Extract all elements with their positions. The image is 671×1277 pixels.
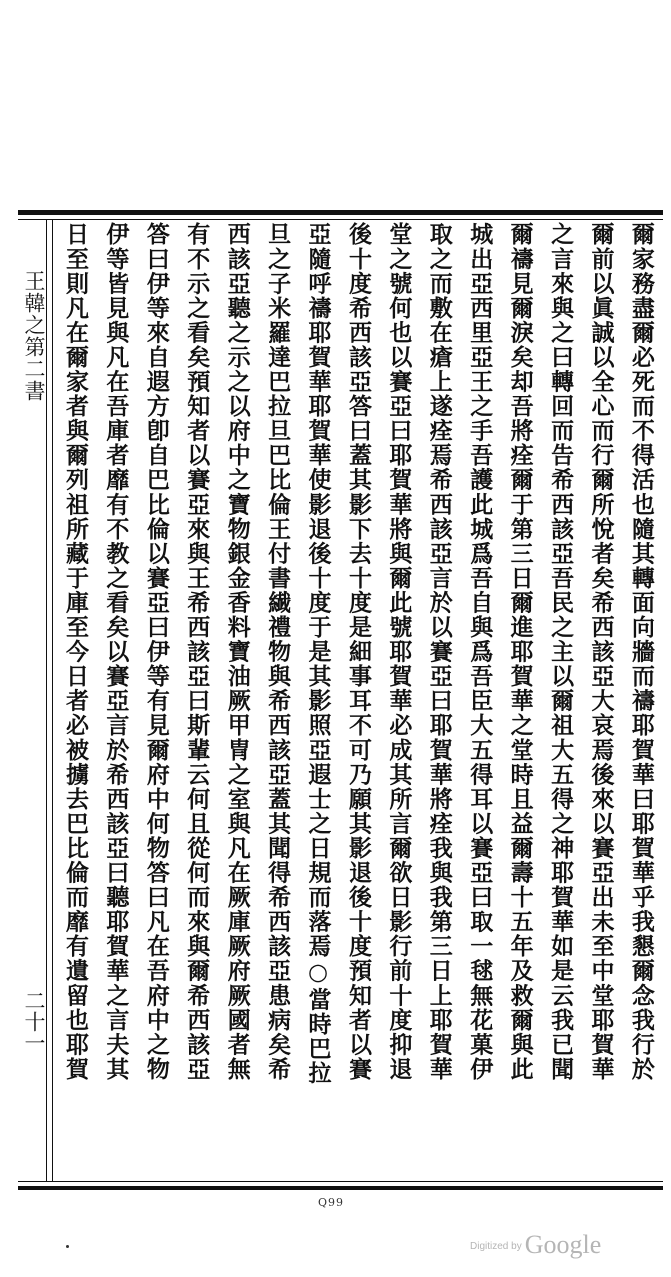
bottom-border-rule [18,1186,663,1190]
page-number: 二十一 [22,990,46,1053]
running-head: 王韓之第二書 [22,270,46,402]
text-column: 堂之號何也以賽亞曰耶賀華將與爾此號耶賀華必成其所言爾欲日影行前十度抑退 [385,222,413,1082]
text-column: 有不示之看矣預知者以賽亞來與王希西該亞曰斯輩云何且從何而來與爾希西該亞 [183,222,211,1082]
bottom-inner-rule [18,1181,663,1182]
text-block [56,222,660,1176]
text-column: 之言來與之曰轉回而告希西該亞吾民之主以爾祖大五得之神耶賀華如是云我已聞 [547,222,575,1082]
text-column: 爾前以眞誠以全心而行爾所悅者矣希西該亞大哀焉後來以賽亞出未至中堂耶賀華 [587,222,615,1082]
text-column: 亞隨呼禱耶賀華耶賀華使影退後十度于是其影照亞遐士之日規而落焉○當時巴拉 [304,222,332,1086]
text-column: 爾家務盡爾必死而不得活也隨其轉面向牆而禱耶賀華曰耶賀華乎我懇爾念我行於 [627,222,655,1082]
digitization-watermark [470,1230,601,1260]
top-border-rule [18,210,663,215]
watermark-brand: Google [524,1230,602,1259]
text-column: 答曰伊等來自遐方卽自巴比倫以賽亞曰伊等有見爾府中何物答曰凡在吾府中之物 [142,222,170,1082]
signature-mark: Q99 [318,1196,345,1209]
margin-rule-right [52,219,53,1182]
text-column: 西該亞聽之示之以府中之寶物銀金香料寶油厥甲冑之室與凡在厥庫厥府厥國者無 [223,222,251,1082]
text-column: 城出亞西里亞王之手吾護此城爲吾自與爲吾臣大五得耳以賽亞曰取一毬無花菓伊 [466,222,494,1082]
text-column: 伊等皆見與凡在吾庫者靡有不教之看矣以賽亞言於希西該亞曰聽耶賀華之言夫其 [102,222,130,1082]
watermark-prefix: Digitized by [470,1241,522,1252]
margin-rule-left [46,219,47,1182]
text-column: 旦之子米羅達巴拉旦巴比倫王付書繊禮物與希西該亞蓋其聞得希西該亞患病矣希 [264,222,292,1082]
speck-mark [66,1245,69,1248]
text-column: 爾禱見爾淚矣却吾將痊爾于第三日爾進耶賀華之堂時且益爾壽十五年及救爾與此 [506,222,534,1082]
text-column: 後十度希西該亞答曰蓋其影下去十度是細事耳不可乃願其影退後十度預知者以賽 [344,222,372,1082]
text-column: 日至則凡在爾家者與爾列祖所藏于庫至今日者必被擄去巴比倫而靡有遺留也耶賀 [62,222,89,1082]
text-column: 取之而敷在瘡上遂痊焉希西該亞言於以賽亞曰耶賀華將痊我與我第三日上耶賀華 [425,222,453,1082]
top-inner-rule [18,219,663,220]
